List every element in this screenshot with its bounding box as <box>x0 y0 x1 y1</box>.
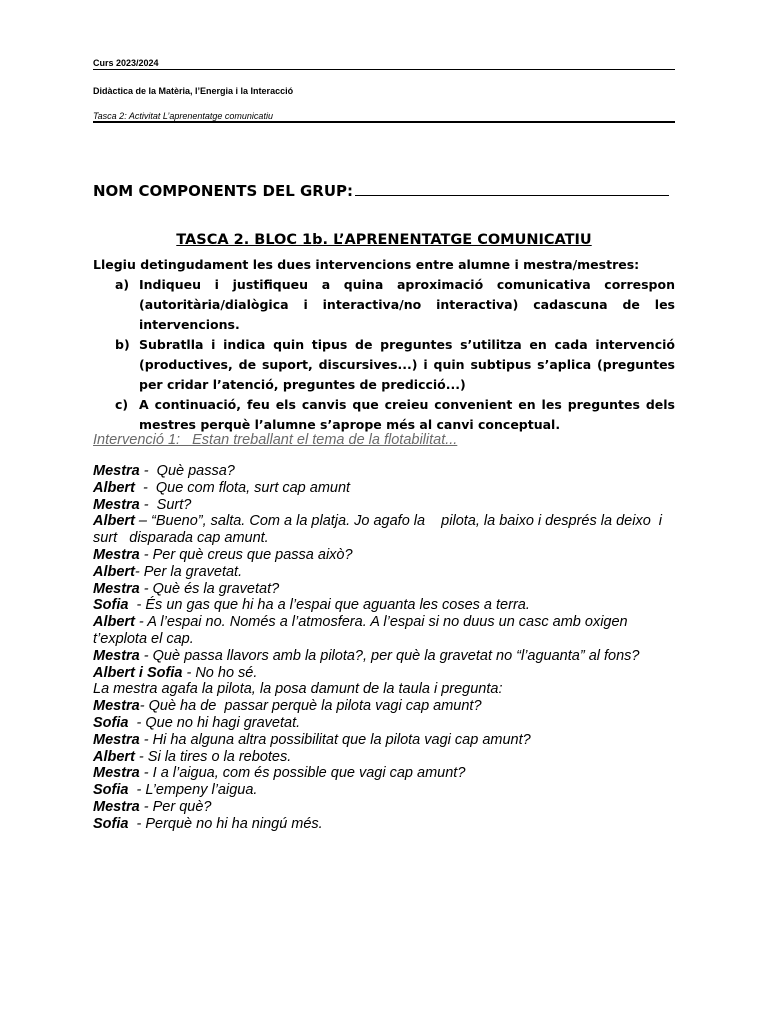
speaker: Mestra <box>93 463 140 479</box>
utterance: - Per què? <box>139 798 212 815</box>
speaker: Mestra <box>93 496 140 513</box>
dialogue-line <box>93 816 675 833</box>
speaker: Mestra <box>93 580 140 597</box>
item-text: A continuació, feu els canvis que creieu convenient en les preguntes dels mestres perquè l’alumne s’aprope més al canvi conceptual. <box>139 397 675 432</box>
utterance: - Per la gravetat. <box>134 563 243 580</box>
dialogue-line <box>93 732 675 749</box>
item-text: Subratlla i indica quin tipus de preguntes s’utilitza en cada intervenció (productives, de suport, discursives...) i quin subtipus s’aplica (preguntes per cridar l’atenció, preguntes de predicció...) <box>139 337 675 392</box>
speaker: Mestra <box>93 798 140 815</box>
speaker: Albert <box>93 614 135 631</box>
speaker: Albert <box>93 479 135 496</box>
header-subject: Didàctica de la Matèria, l’Energia i la Interacció <box>93 86 294 96</box>
group-members-line <box>93 181 673 200</box>
item-marker: b) <box>115 337 130 352</box>
dialogue <box>93 463 675 833</box>
speaker: Sofia <box>93 815 129 832</box>
speaker: Mestra <box>93 647 140 664</box>
utterance: - Que com flota, surt cap amunt <box>134 479 351 496</box>
utterance: - I a l’aigua, com és possible que vagi cap amunt? <box>139 765 466 782</box>
utterance: – “Bueno”, salta. Com a la platja. Jo agafo la pilota, la baixo i després la deixo i surt disparada cap amunt. <box>93 513 667 547</box>
dialogue-line <box>93 614 675 648</box>
speaker: Sofia <box>93 714 129 731</box>
dialogue-line <box>93 715 675 732</box>
utterance: - A l’espai no. Només a l’atmosfera. A l’espai si no duus un casc amb oxigen t’explota el cap. <box>93 614 632 647</box>
group-blank-field[interactable] <box>355 181 669 196</box>
instructions-list <box>93 275 675 435</box>
speaker: Mestra <box>93 698 140 715</box>
dialogue-line <box>93 513 675 547</box>
utterance: - Què passa llavors amb la pilota?, per què la gravetat no “l’aguanta” al fons? <box>139 647 644 664</box>
speaker: Albert <box>93 513 135 530</box>
task-title: TASCA 2. BLOC 1b. L’APRENENTATGE COMUNICATIU <box>176 232 592 248</box>
header-rule-bottom <box>93 121 675 123</box>
utterance: La mestra agafa la pilota, la posa damunt de la taula i pregunta: <box>93 681 503 698</box>
dialogue-line <box>93 581 675 598</box>
dialogue-line <box>93 799 675 816</box>
item-marker: c) <box>115 397 129 412</box>
dialogue-line <box>93 463 675 480</box>
dialogue-line <box>93 480 675 497</box>
instruction-item <box>93 275 675 335</box>
utterance: - Surt? <box>139 496 192 513</box>
utterance: - Què és la gravetat? <box>139 580 280 597</box>
dialogue-line <box>93 564 675 581</box>
header-rule <box>93 69 675 70</box>
utterance: - Que no hi hagi gravetat. <box>128 714 301 731</box>
utterance: - Si la tires o la rebotes. <box>134 748 292 765</box>
dialogue-line <box>93 698 675 715</box>
item-text: Indiqueu i justifiqueu a quina aproximació comunicativa correspon (autoritària/dialògica i interactiva/no interactiva) cadascuna de les intervencions. <box>139 277 675 332</box>
item-marker: a) <box>115 277 130 292</box>
utterance: - L’empeny l’aigua. <box>128 782 258 799</box>
speaker: Mestra <box>93 731 140 748</box>
dialogue-line <box>93 648 675 682</box>
group-label: NOM COMPONENTS DEL GRUP: <box>93 182 354 200</box>
utterance: - Hi ha alguna altra possibilitat que la pilota vagi cap amunt? <box>139 731 531 748</box>
stage-direction <box>93 681 675 698</box>
speaker: Mestra <box>93 765 140 782</box>
utterance: - Per què creus que passa això? <box>139 546 353 563</box>
instructions <box>93 255 675 435</box>
instruction-item <box>93 395 675 435</box>
speaker: Sofia <box>93 597 129 614</box>
dialogue-line <box>93 547 675 564</box>
instructions-intro: Llegiu detingudament les dues intervencions entre alumne i mestra/mestres: <box>93 257 640 272</box>
utterance: - No ho sé. <box>182 664 258 681</box>
utterance: - Perquè no hi ha ningú més. <box>128 815 323 832</box>
instruction-item <box>93 335 675 395</box>
dialogue-line <box>93 497 675 514</box>
speaker: Albert <box>93 748 135 765</box>
intervention-title: Intervenció 1: Estan treballant el tema de la flotabilitat... <box>93 432 458 448</box>
speaker: Albert <box>93 563 135 580</box>
utterance: - És un gas que hi ha a l’espai que aguanta les coses a terra. <box>128 597 530 614</box>
dialogue-line <box>93 749 675 766</box>
utterance: - Què ha de passar perquè la pilota vagi cap amunt? <box>139 698 482 715</box>
header-task: Tasca 2: Activitat L’aprenentatge comunicatiu <box>93 111 273 121</box>
dialogue-line <box>93 782 675 799</box>
speaker: Albert i Sofia <box>93 664 183 681</box>
dialogue-line <box>93 597 675 614</box>
header-course: Curs 2023/2024 <box>93 58 159 68</box>
speaker: Mestra <box>93 546 140 563</box>
utterance: - Què passa? <box>139 463 235 479</box>
dialogue-line <box>93 765 675 782</box>
speaker: Sofia <box>93 782 129 799</box>
